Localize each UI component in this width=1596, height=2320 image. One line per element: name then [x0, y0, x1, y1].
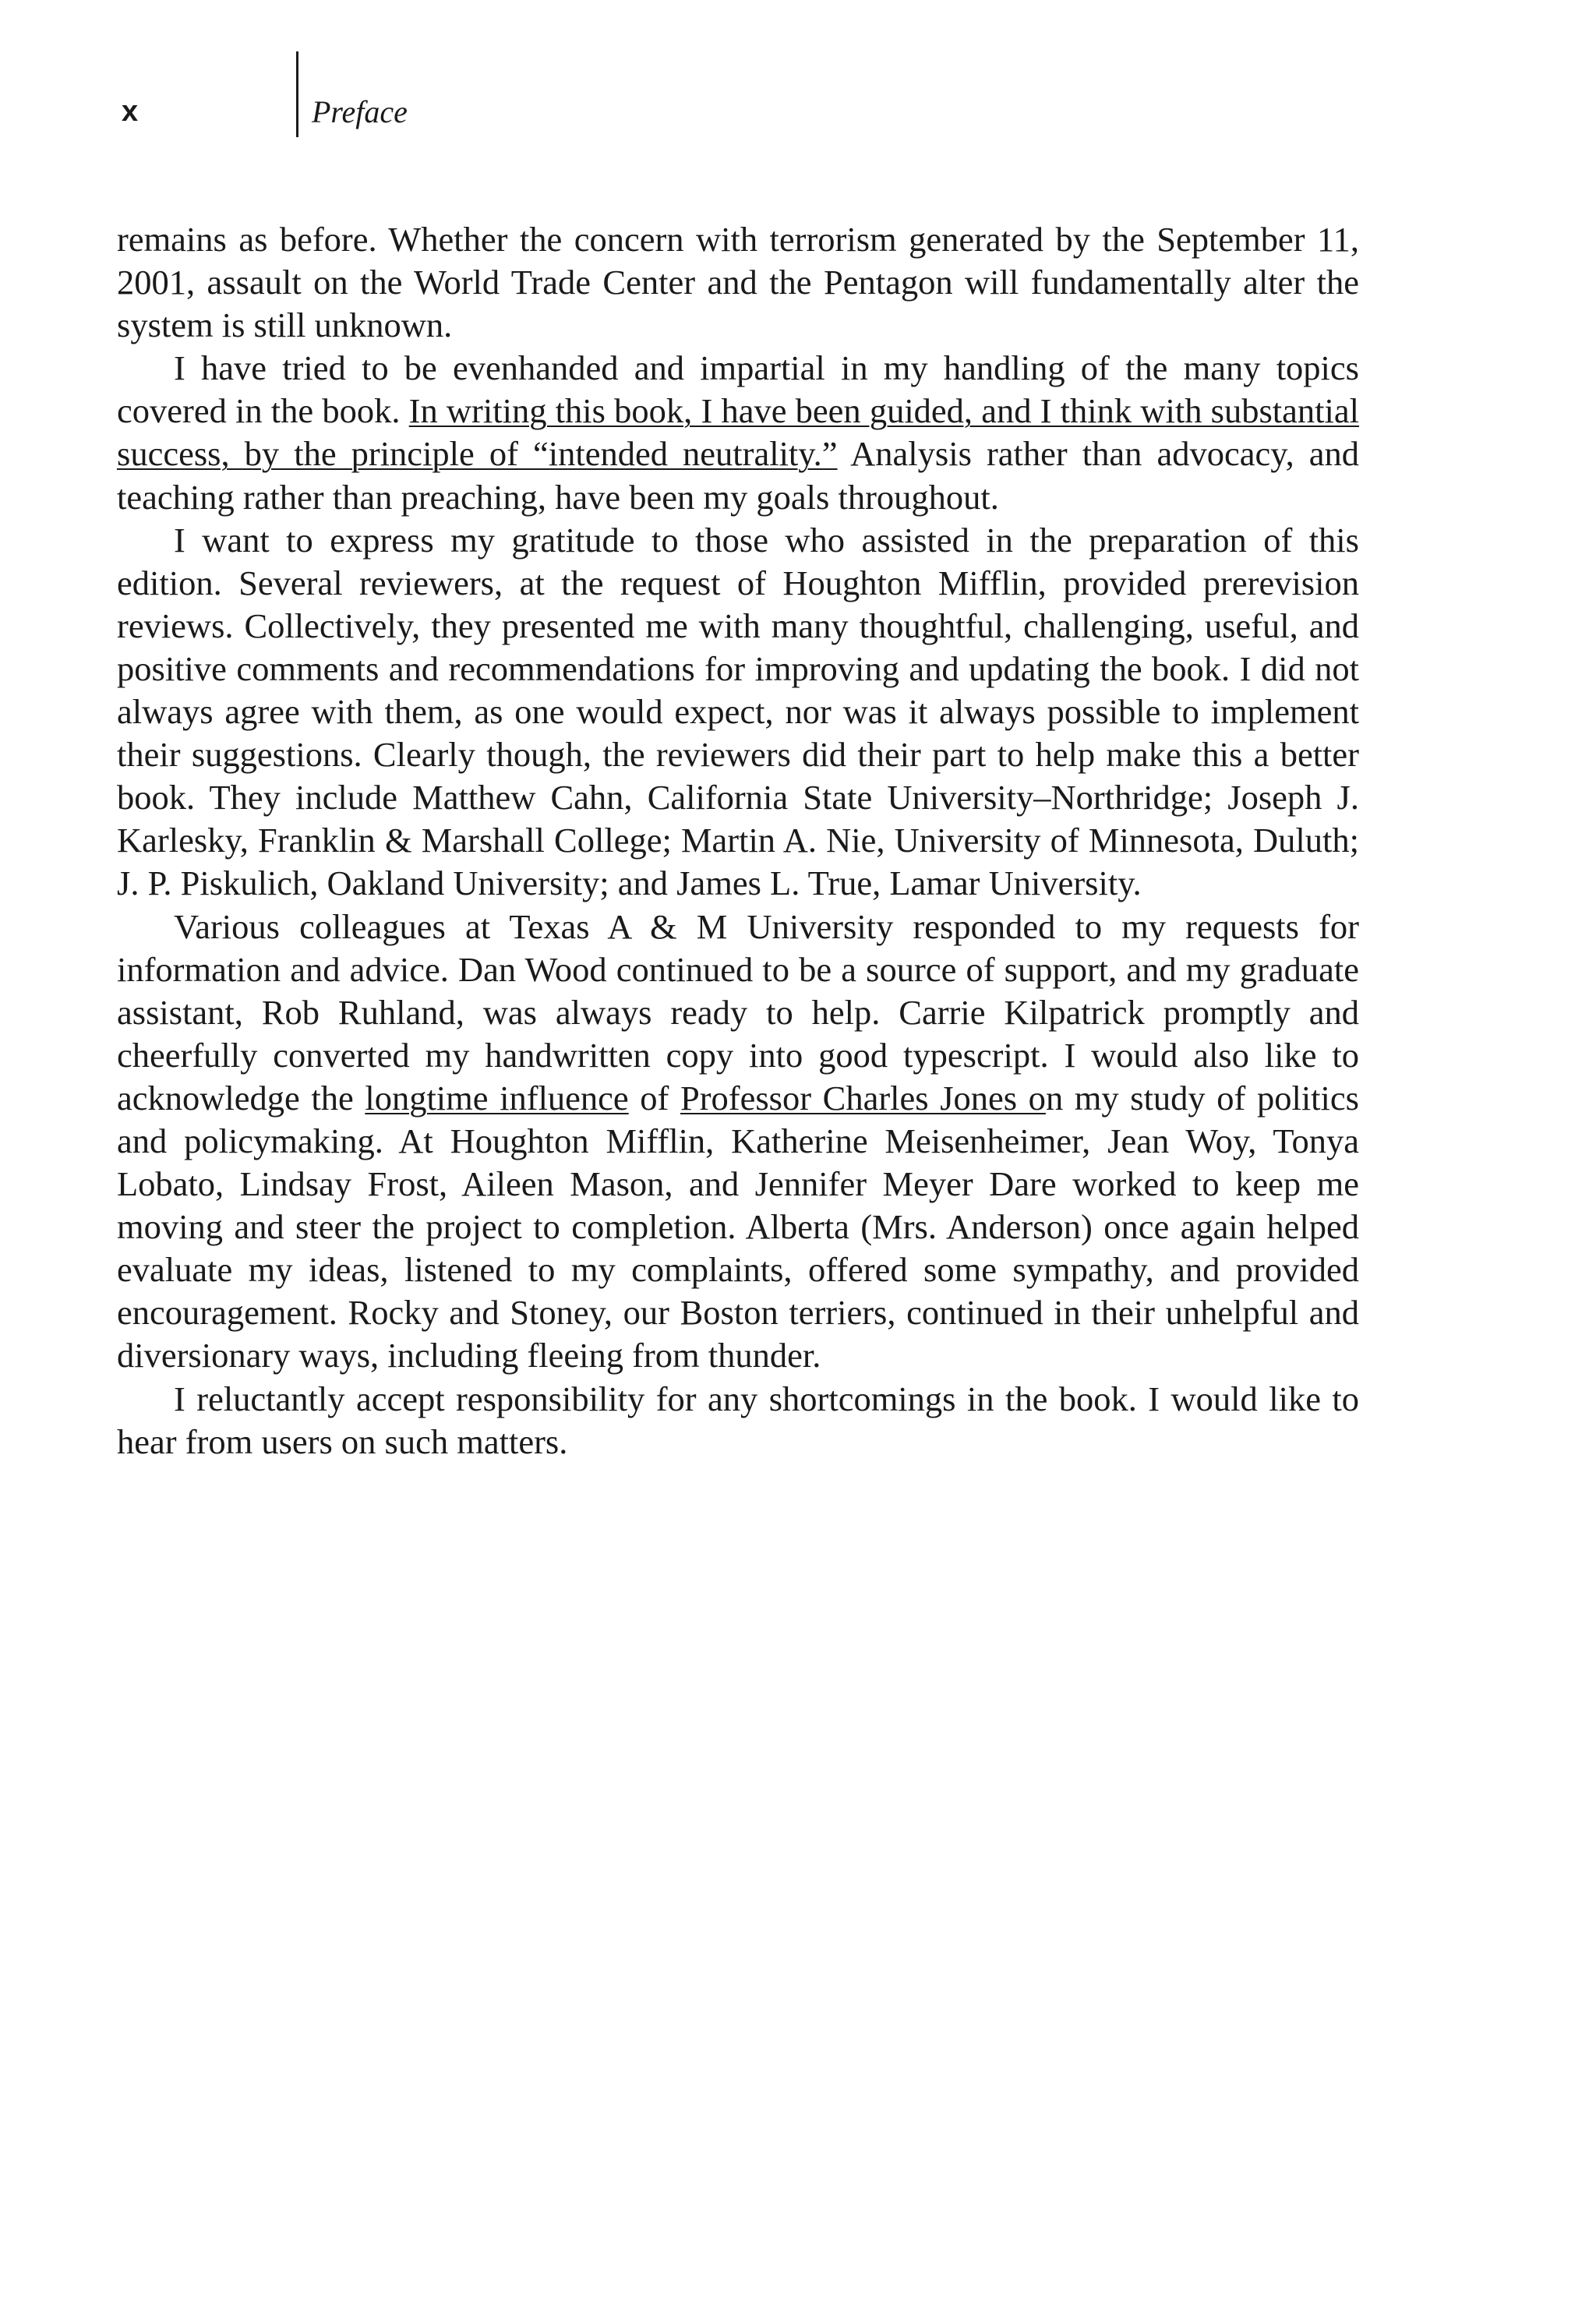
page-header: [0, 0, 1596, 156]
paragraph-2-text-a: I have tried to be evenhanded and impartial in my handling of the many topics covered in the book.: [117, 348, 1359, 431]
paragraph-5: I reluctantly accept responsibility for any shortcomings in the book. I would like to hear from users on such matters.: [117, 1379, 1359, 1461]
body-text: [117, 218, 1359, 1464]
page-number: x: [122, 95, 139, 128]
running-head: Preface: [312, 94, 408, 129]
paragraph-4-text-a: Various colleagues at Texas A & M University responded to my requests for information and advice. Dan Wood continued to be a source of support, and my graduate assistant, Rob Ruhland, was always ready to help. Carrie Kilpatrick promptly and cheerfully converted my handwritten copy into good typescript. I would also like to acknowledge the: [117, 906, 1359, 1118]
paragraph-4-text-c: n my study of politics and policymaking. At Houghton Mifflin, Katherine Meisenheimer, Jean Woy, Tonya Lobato, Lindsay Frost, Aileen Mason, and Jennifer Meyer Dare worked to keep me moving and steer the project to completion. Alberta (Mrs. Anderson) once again helped evaluate my ideas, listened to my complaints, offered some sympathy, and provided encouragement. Rocky and Stoney, our Boston terriers, continued in their unhelpful and diversionary ways, including fleeing from thunder.: [117, 1078, 1359, 1375]
paragraph-4-text-b: of: [628, 1078, 680, 1118]
paragraph-4: [117, 906, 1359, 1378]
paragraph-2-text-b: Analysis rather than advocacy, and teaching rather than preaching, have been my goals throughout.: [117, 434, 1360, 517]
underlined-longtime-influence: longtime influence: [365, 1078, 629, 1118]
paragraph-2: [117, 347, 1359, 518]
paragraph-1: remains as before. Whether the concern with terrorism generated by the September 11, 2001, assault on the World Trade Center and the Pentagon will fundamentally alter the system is still unknown.: [117, 220, 1359, 345]
header-divider: [296, 51, 298, 137]
underlined-professor-name: Professor Charles Jones o: [680, 1078, 1046, 1118]
underlined-passage: In writing this book, I have been guided, and I think with substantial success, by the principle of “intended neutrality.”: [117, 391, 1359, 474]
paragraph-3: I want to express my gratitude to those who assisted in the preparation of this edition. Several reviewers, at the request of Houghton Mifflin, provided prerevision reviews. Collectively, they presented me with many thoughtful, challenging, useful, and positive comments and recommendations for improving and updating the book. I did not always agree with them, as one would expect, nor was it always possible to implement their suggestions. Clearly though, the reviewers did their part to help make this a better book. They include Matthew Cahn, California State University–Northridge; Joseph J. Karlesky, Franklin & Marshall College; Martin A. Nie, University of Minnesota, Duluth; J. P. Piskulich, Oakland University; and James L. True, Lamar University.: [117, 520, 1359, 903]
